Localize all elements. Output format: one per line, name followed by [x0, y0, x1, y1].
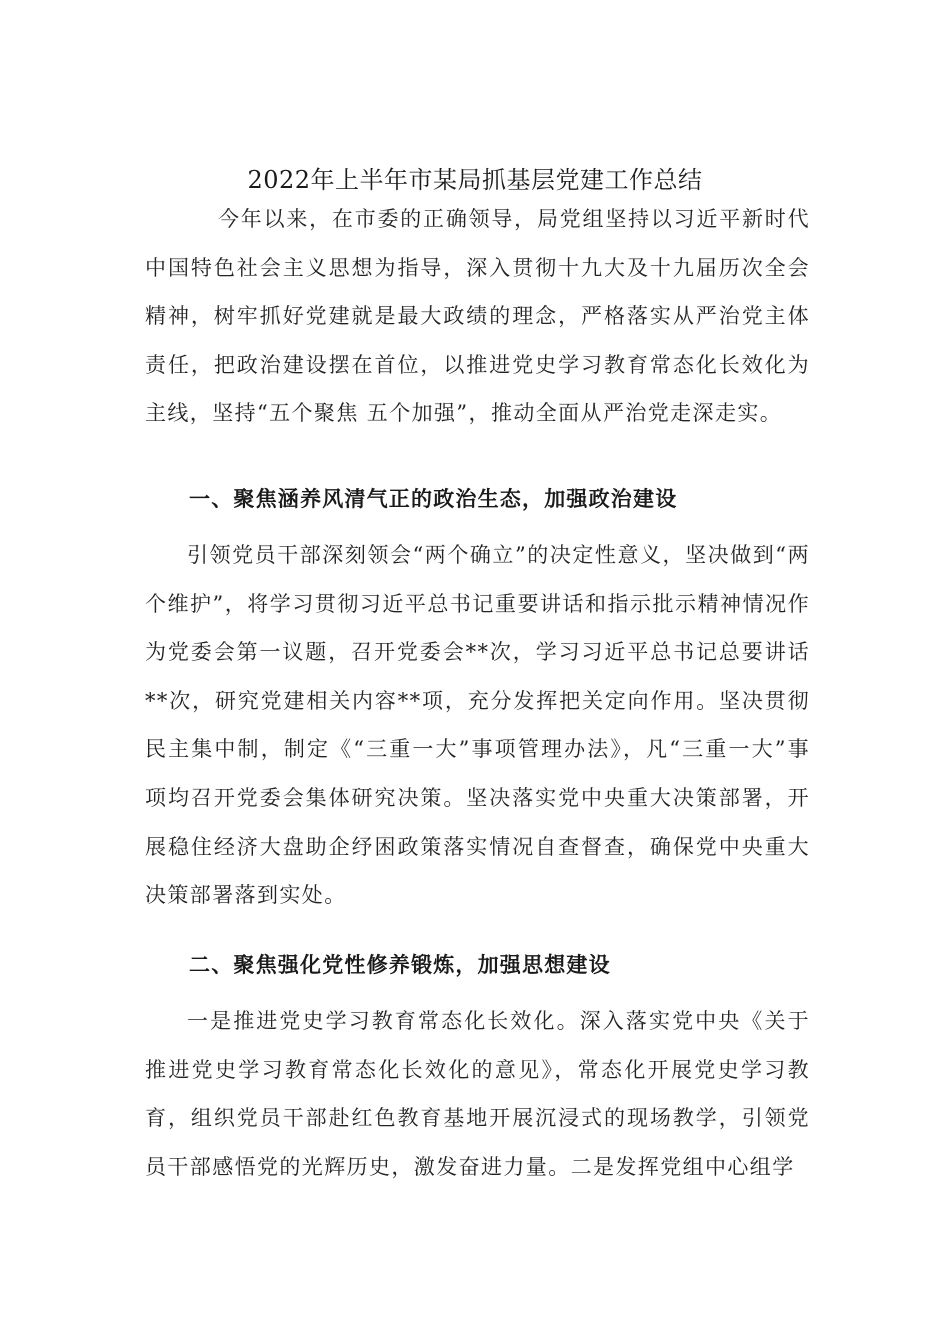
section-1-paragraph: 引领党员干部深刻领会“两个确立”的决定性意义，坚决做到“两个维护”，将学习贯彻习近平总书记重要讲话和指示批示精神情况作为党委会第一议题，召开党委会**次，学习习近平总书记总要讲话**次，研究党建相关内容**项，充分发挥把关定向作用。坚决贯彻民主集中制，制定《“三重一大”事项管理办法》，凡“三重一大”事项均召开党委会集体研究决策。坚决落实党中央重大决策部署，开展稳住经济大盘助企纾困政策落实情况自查督查，确保党中央重大决策部署落到实处。	[145, 543, 810, 908]
section-2-heading: 二、聚焦强化党性修养锻炼，加强思想建设	[189, 952, 611, 977]
document-title: 2022年上半年市某局抓基层党建工作总结	[247, 166, 703, 194]
section-2-paragraph: 一是推进党史学习教育常态化长效化。深入落实党中央《关于推进党史学习教育常态化长效化的意见》，常态化开展党史学习教育，组织党员干部赴红色教育基地开展沉浸式的现场教学，引领党员干部感悟党的光辉历史，激发奋进力量。二是发挥党组中心组学	[145, 1009, 810, 1179]
section-1-heading: 一、聚焦涵养风清气正的政治生态，加强政治建设	[189, 486, 678, 511]
intro-paragraph: 今年以来，在市委的正确领导，局党组坚持以习近平新时代中国特色社会主义思想为指导，深入贯彻十九大及十九届历次全会精神，树牢抓好党建就是最大政绩的理念，严格落实从严治党主体责任，把政治建设摆在首位，以推进党史学习教育常态化长效化为主线，坚持“五个聚焦 五个加强”，推动全面从严治党走深走实。	[145, 207, 810, 426]
